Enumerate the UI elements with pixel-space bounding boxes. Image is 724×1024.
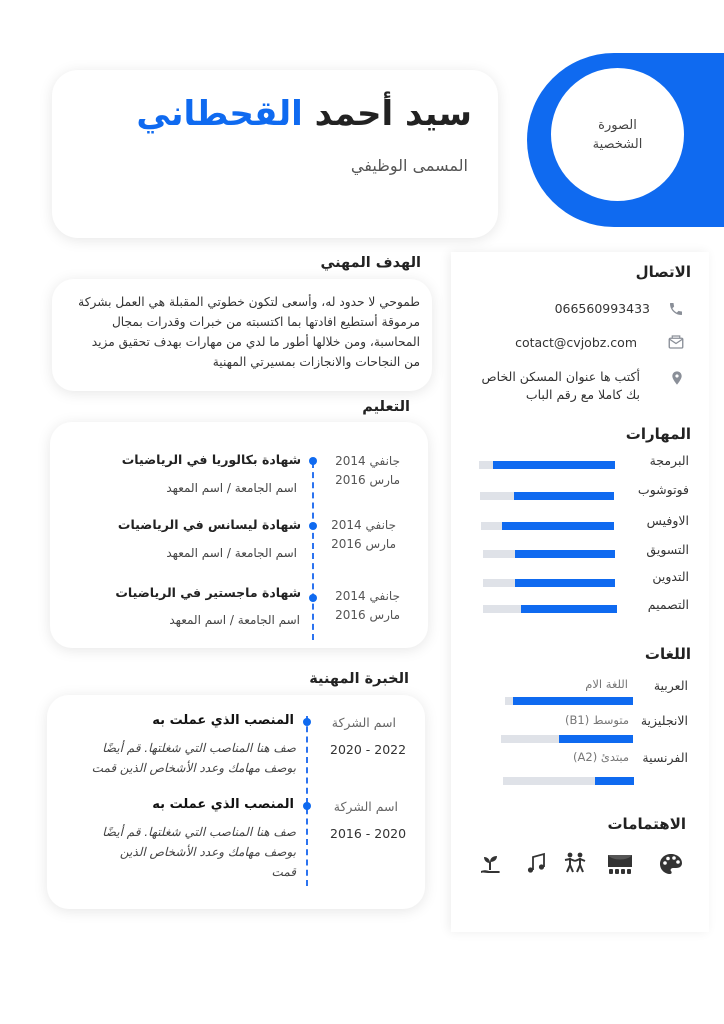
language-bar <box>503 777 634 785</box>
timeline-dot <box>309 457 317 465</box>
skill-bar-fill <box>515 579 615 587</box>
language-bar-fill <box>513 697 633 705</box>
company-name: اسم الشركة <box>331 715 396 730</box>
skill-bar <box>483 579 615 587</box>
skill-bar <box>483 605 617 613</box>
job-years: 2016 - 2020 <box>330 826 407 841</box>
skill-label: التدوين <box>652 569 689 584</box>
plant-icon <box>478 851 504 877</box>
skill-bar-fill <box>514 492 615 500</box>
skill-label: البرمجة <box>649 453 689 468</box>
location-icon <box>668 369 686 387</box>
timeline-dot <box>309 594 317 602</box>
phone-icon <box>667 300 685 318</box>
skill-bar <box>480 492 614 500</box>
skill-bar <box>481 522 614 530</box>
phone-number[interactable]: 066560993433 <box>554 301 650 316</box>
education-heading: التعليم <box>362 399 410 415</box>
experience-heading: الخبرة المهنية <box>309 671 409 687</box>
language-label: الفرنسية <box>642 750 688 765</box>
contact-phone <box>450 299 650 319</box>
timeline-dot <box>303 718 311 726</box>
end-date: مارس 2016 <box>335 473 400 487</box>
school-name: اسم الجامعة / اسم المعهد <box>169 613 300 627</box>
profile-photo-placeholder[interactable]: الصورة الشخصية <box>551 68 684 201</box>
language-level: مبتدئ (A2) <box>573 750 629 764</box>
job-title: المسمى الوظيفي <box>350 156 468 175</box>
job-description: صف هنا المناصب التي شغلتها. قم أيضًا بوصف مهامك وعدد الأشخاص الذين قمت <box>91 741 296 775</box>
end-date: مارس 2016 <box>335 608 400 622</box>
position-title: المنصب الذي عملت به <box>152 797 294 812</box>
timeline-dot <box>309 522 317 530</box>
start-date: جانفي 2014 <box>331 518 396 532</box>
objective-text: طموحي لا حدود له، وأسعى لتكون خطوتي المقبلة هي العمل بشركة مرموقة أستطيع افادتها بما اكتسبته من خبرات وقدرات بمجال المحاسبة، ومن خلالها أطور ما لدي من مهارات بهدف تحقيق مزيد من النجاحات والانجازات بمسيرتي المهنية <box>78 295 420 369</box>
end-date: مارس 2016 <box>331 537 396 551</box>
degree-title: شهادة ماجستير في الرياضيات <box>115 585 301 600</box>
first-name: سيد أحمد <box>314 94 472 134</box>
skill-bar-fill <box>502 522 614 530</box>
language-bar <box>505 697 633 705</box>
last-name: القحطاني <box>136 94 303 134</box>
education-dates <box>335 587 400 625</box>
degree-title: شهادة بكالوريا في الرياضيات <box>121 452 301 467</box>
contact-heading: الاتصال <box>635 263 691 281</box>
address-text: أكتب ها عنوان المسكن الخاص بك كاملا مع رقم الباب <box>481 369 640 402</box>
skill-bar <box>483 550 615 558</box>
language-bar-fill <box>595 777 634 785</box>
language-label: الانجليزية <box>640 713 688 728</box>
skill-label: التصميم <box>647 597 689 612</box>
language-bar <box>501 735 633 743</box>
start-date: جانفي 2014 <box>335 454 400 468</box>
skill-bar-fill <box>493 461 615 469</box>
experience-timeline <box>306 716 308 886</box>
company-name: اسم الشركة <box>333 799 398 814</box>
skill-label: التسويق <box>646 542 689 557</box>
degree-title: شهادة ليسانس في الرياضيات <box>117 517 301 532</box>
contact-address <box>470 367 640 405</box>
skill-label: فوتوشوب <box>637 482 689 497</box>
language-level: متوسط (B1) <box>565 713 629 727</box>
skill-bar-fill <box>521 605 617 613</box>
school-name: اسم الجامعة / اسم المعهد <box>166 546 297 560</box>
interests-icons <box>478 851 688 877</box>
timeline-dot <box>303 802 311 810</box>
language-label: العربية <box>653 678 688 693</box>
school-name: اسم الجامعة / اسم المعهد <box>166 481 297 495</box>
position-title: المنصب الذي عملت به <box>152 713 294 728</box>
skill-label: الاوفيس <box>646 513 689 528</box>
language-bar-fill <box>559 735 633 743</box>
dancing-icon <box>562 851 588 877</box>
name-card <box>52 70 498 238</box>
job-description: صف هنا المناصب التي شغلتها. قم أيضًا بوصف مهامك وعدد الأشخاص الذين قمت <box>102 825 296 879</box>
interests-heading: الاهتمامات <box>607 815 686 833</box>
objective-heading: الهدف المهني <box>320 255 421 271</box>
education-dates <box>335 452 400 490</box>
palette-icon <box>658 851 684 877</box>
skill-bar <box>479 461 615 469</box>
full-name <box>136 94 472 134</box>
contact-email <box>437 333 637 353</box>
music-icon <box>524 851 550 877</box>
theater-icon <box>606 851 632 877</box>
education-timeline <box>312 462 314 640</box>
education-dates <box>331 516 396 554</box>
skills-heading: المهارات <box>625 425 691 443</box>
languages-heading: اللغات <box>644 645 691 663</box>
start-date: جانفي 2014 <box>335 589 400 603</box>
email-address[interactable]: cotact@cvjobz.com <box>515 335 637 350</box>
email-icon <box>667 333 685 351</box>
job-years: 2020 - 2022 <box>330 742 407 757</box>
language-level: اللغة الام <box>585 677 628 691</box>
skill-bar-fill <box>515 550 615 558</box>
